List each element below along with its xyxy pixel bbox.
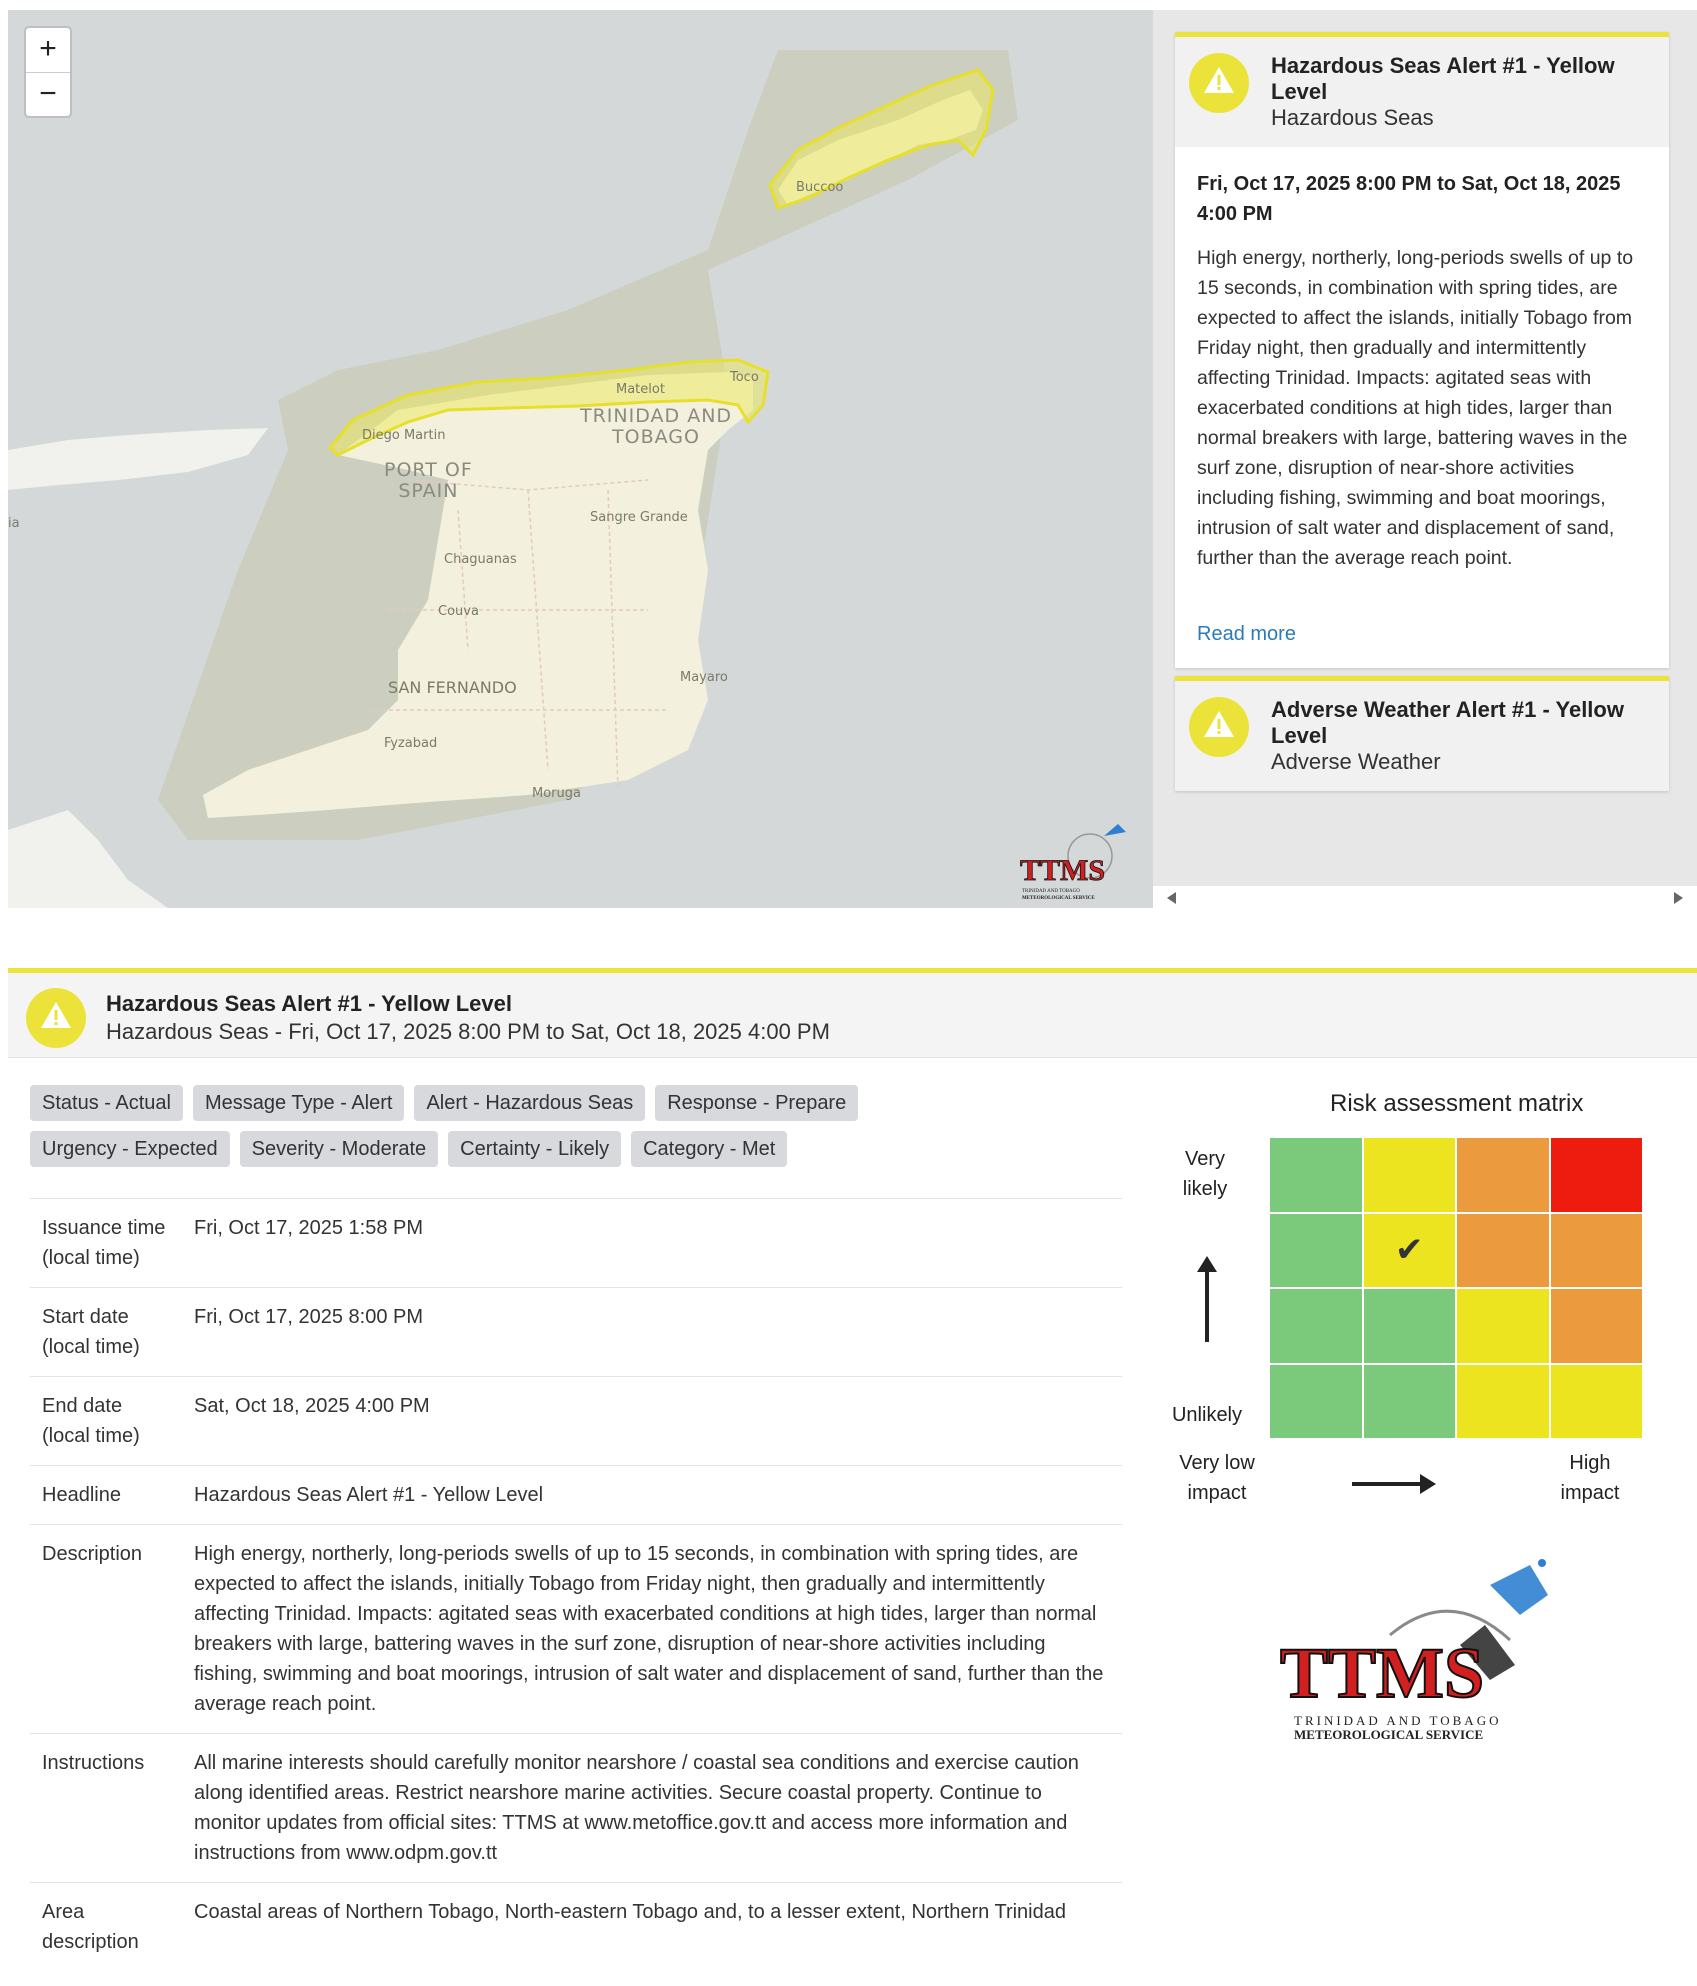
row-value: Coastal areas of Northern Tobago, North-eastern Tobago and, to a lesser extent, Northern Trinidad: [182, 1883, 1122, 1972]
risk-cell-green: [1364, 1365, 1456, 1439]
map-label-san-fernando: SAN FERNANDO: [388, 678, 517, 697]
risk-cell-green: [1270, 1138, 1362, 1212]
alert-card-header: [1175, 681, 1669, 791]
alert-card-title: Adverse Weather Alert #1 - Yellow Level: [1271, 697, 1624, 748]
risk-cell-yellow: [1457, 1289, 1549, 1363]
risk-cell-green: [1270, 1214, 1362, 1288]
row-key-line2: (local time): [42, 1247, 140, 1269]
map-label-country-line1: TRINIDAD AND: [580, 405, 733, 427]
risk-cell-green: [1270, 1289, 1362, 1363]
alert-card-subtitle: Hazardous Seas: [1271, 105, 1434, 130]
side-panel-scrollbar[interactable]: [1153, 886, 1697, 908]
alert-detail-header: [8, 968, 1697, 1058]
alert-card-header: [1175, 37, 1669, 147]
row-value: All marine interests should carefully monitor nearshore / coastal sea conditions and exercise caution along identified areas. Restrict nearshore marine activities. Secure coastal property. Continue to monitor updates from official sites: TTMS at www.metoffice.gov.tt and access more information and instructions from www.odpm.gov.tt: [182, 1734, 1122, 1883]
row-key-line2: (local time): [42, 1425, 140, 1447]
risk-cell-red: [1551, 1138, 1643, 1212]
risk-grid: [1270, 1138, 1642, 1438]
tag-message-type: Message Type - Alert: [193, 1085, 405, 1121]
alert-tags: [30, 1085, 1130, 1177]
alert-card-hazardous-seas[interactable]: [1175, 32, 1669, 668]
label-unlikely: Unlikely: [1171, 1404, 1243, 1426]
logo-line2: METEOROLOGICAL SERVICE: [1294, 1727, 1484, 1742]
row-key-line1: Area: [42, 1901, 85, 1923]
risk-cell-orange: [1457, 1138, 1549, 1212]
table-row: [30, 1883, 1122, 1972]
label-high-line1: High: [1569, 1452, 1611, 1474]
map-label-port-of-spain: [384, 460, 473, 502]
alerts-side-panel: [1153, 10, 1697, 908]
label-very-likely: [1160, 1144, 1250, 1204]
row-value: Sat, Oct 18, 2025 4:00 PM: [182, 1377, 1122, 1466]
map-label-moruga: Moruga: [532, 786, 581, 801]
tag-alert: Alert - Hazardous Seas: [414, 1085, 645, 1121]
row-key-line1: Instructions: [42, 1752, 145, 1774]
scroll-left-icon[interactable]: [1167, 892, 1176, 904]
risk-cell-yellow: [1457, 1365, 1549, 1439]
mainland-coast: [8, 428, 268, 490]
map-label-matelot: Matelot: [616, 382, 665, 397]
row-key: [30, 1525, 182, 1734]
zoom-out-button[interactable]: −: [26, 72, 70, 116]
map-label-port-line1: PORT OF: [384, 459, 473, 481]
map-label-buccoo: Buccoo: [796, 180, 844, 195]
alert-card-description: High energy, northerly, long-periods swells of up to 15 seconds, in combination with spring tides, are expected to affect the islands, initially Tobago from Friday night, then gradually and intermittently affecting Trinidad. Impacts: agitated seas with exacerbated conditions at high tides, larger than normal breakers with large, battering waves in the surf zone, disruption of near-shore activities including fishing, swimming and boat moorings, intrusion of salt water and displacement of sand, further than the average reach point.: [1197, 247, 1634, 569]
row-key-line1: Headline: [42, 1484, 121, 1506]
label-high-impact: [1550, 1448, 1630, 1508]
map-label-couva: Couva: [438, 604, 479, 619]
ttms-logo: [1280, 1555, 1580, 1755]
label-very-low-line2: impact: [1187, 1482, 1247, 1504]
warning-icon: [1189, 53, 1249, 113]
row-key-line1: End date: [42, 1395, 123, 1417]
row-key: [30, 1199, 182, 1288]
row-key: [30, 1883, 182, 1972]
table-row: [30, 1199, 1122, 1288]
map-label-chaguanas: Chaguanas: [444, 552, 517, 567]
row-key-line1: Description: [42, 1543, 143, 1565]
risk-cell-yellow: [1551, 1365, 1643, 1439]
ttms-map-logo: [1018, 818, 1136, 902]
zoom-in-button[interactable]: +: [39, 32, 57, 65]
checkmark-icon: ✔: [1395, 1230, 1424, 1271]
map-label-mayaro: Mayaro: [680, 670, 728, 685]
tag-category: Category - Met: [631, 1131, 787, 1167]
row-value: Fri, Oct 17, 2025 1:58 PM: [182, 1199, 1122, 1288]
label-very-low-impact: [1162, 1448, 1272, 1508]
row-key: [30, 1466, 182, 1525]
risk-cell-yellow: [1364, 1214, 1456, 1288]
table-row: [30, 1734, 1122, 1883]
risk-cell-orange: [1551, 1289, 1643, 1363]
row-value: Hazardous Seas Alert #1 - Yellow Level: [182, 1466, 1122, 1525]
read-more-link[interactable]: Read more: [1197, 623, 1296, 645]
row-key-line2: description: [42, 1931, 139, 1953]
risk-matrix: [1160, 1090, 1650, 1510]
tag-row: [30, 1085, 1130, 1121]
map-canvas: [8, 10, 1153, 908]
risk-cell-orange: [1551, 1214, 1643, 1288]
arrow-up-icon: [1205, 1270, 1209, 1342]
label-very-likely-line1: Very: [1184, 1148, 1226, 1170]
table-row: [30, 1377, 1122, 1466]
logo-line1: TRINIDAD AND TOBAGO: [1294, 1713, 1502, 1728]
row-key: [30, 1288, 182, 1377]
tag-urgency: Urgency - Expected: [30, 1131, 230, 1167]
map-label-fyzabad: Fyzabad: [384, 736, 438, 751]
tag-status: Status - Actual: [30, 1085, 183, 1121]
map-label-port-line2: SPAIN: [398, 480, 459, 502]
row-key-line2: (local time): [42, 1336, 140, 1358]
logo-wordmark: TTMS: [1280, 1633, 1485, 1713]
alert-detail-subtitle: Hazardous Seas - Fri, Oct 17, 2025 8:00 PM to Sat, Oct 18, 2025 4:00 PM: [106, 1019, 830, 1044]
label-very-low-line1: Very low: [1179, 1452, 1255, 1474]
row-key: [30, 1377, 182, 1466]
map-label-country-line2: TOBAGO: [612, 426, 700, 448]
alert-map[interactable]: [8, 10, 1153, 908]
svg-text:TTMS: TTMS: [1020, 854, 1106, 887]
tag-severity: Severity - Moderate: [240, 1131, 439, 1167]
tag-certainty: Certainty - Likely: [448, 1131, 621, 1167]
risk-cell-green: [1364, 1289, 1456, 1363]
svg-text:TRINIDAD AND TOBAGO: TRINIDAD AND TOBAGO: [1022, 889, 1080, 894]
alert-card-subtitle: Adverse Weather: [1271, 749, 1441, 774]
table-row: [30, 1525, 1122, 1734]
map-label-country: [580, 406, 732, 448]
alert-card-adverse-weather[interactable]: [1175, 676, 1669, 791]
arrow-right-icon: [1352, 1482, 1422, 1486]
table-row: [30, 1466, 1122, 1525]
scroll-right-icon[interactable]: [1674, 892, 1683, 904]
map-label-sangre-grande: Sangre Grande: [590, 510, 688, 525]
row-value: Fri, Oct 17, 2025 8:00 PM: [182, 1288, 1122, 1377]
table-row: [30, 1288, 1122, 1377]
alert-card-dates: Fri, Oct 17, 2025 8:00 PM to Sat, Oct 18, 2025 4:00 PM: [1197, 173, 1621, 225]
zoom-control: [24, 26, 72, 118]
alert-detail-title: Hazardous Seas Alert #1 - Yellow Level: [106, 991, 512, 1016]
tag-response: Response - Prepare: [655, 1085, 858, 1121]
warning-icon: [26, 988, 86, 1048]
svg-text:METEOROLOGICAL SERVICE: METEOROLOGICAL SERVICE: [1022, 896, 1095, 901]
row-key-line1: Issuance time: [42, 1217, 166, 1239]
risk-cell-yellow: [1364, 1138, 1456, 1212]
alert-card-body: [1175, 147, 1669, 668]
mainland-south: [8, 810, 168, 908]
risk-cell-green: [1270, 1365, 1362, 1439]
map-label-toco: Toco: [730, 370, 759, 385]
tag-row: [30, 1131, 1130, 1167]
label-very-likely-line2: likely: [1182, 1178, 1228, 1200]
row-key: [30, 1734, 182, 1883]
alert-card-title: Hazardous Seas Alert #1 - Yellow Level: [1271, 53, 1615, 104]
row-value: High energy, northerly, long-periods swells of up to 15 seconds, in combination with spring tides, are expected to affect the islands, initially Tobago from Friday night, then gradually and intermittently affecting Trinidad. Impacts: agitated seas with exacerbated conditions at high tides, larger than normal breakers with large, battering waves in the surf zone, disruption of near-shore activities including fishing, swimming and boat moorings, intrusion of salt water and displacement of sand, further than the average reach point.: [182, 1525, 1122, 1734]
map-label-diego-martin: Diego Martin: [362, 428, 446, 443]
risk-matrix-title: Risk assessment matrix: [1330, 1090, 1584, 1117]
map-label-ia: ia: [8, 516, 20, 531]
row-key-line1: Start date: [42, 1306, 129, 1328]
alert-info-table: [30, 1198, 1122, 1971]
risk-cell-orange: [1457, 1214, 1549, 1288]
label-high-line2: impact: [1560, 1482, 1620, 1504]
warning-icon: [1189, 697, 1249, 757]
